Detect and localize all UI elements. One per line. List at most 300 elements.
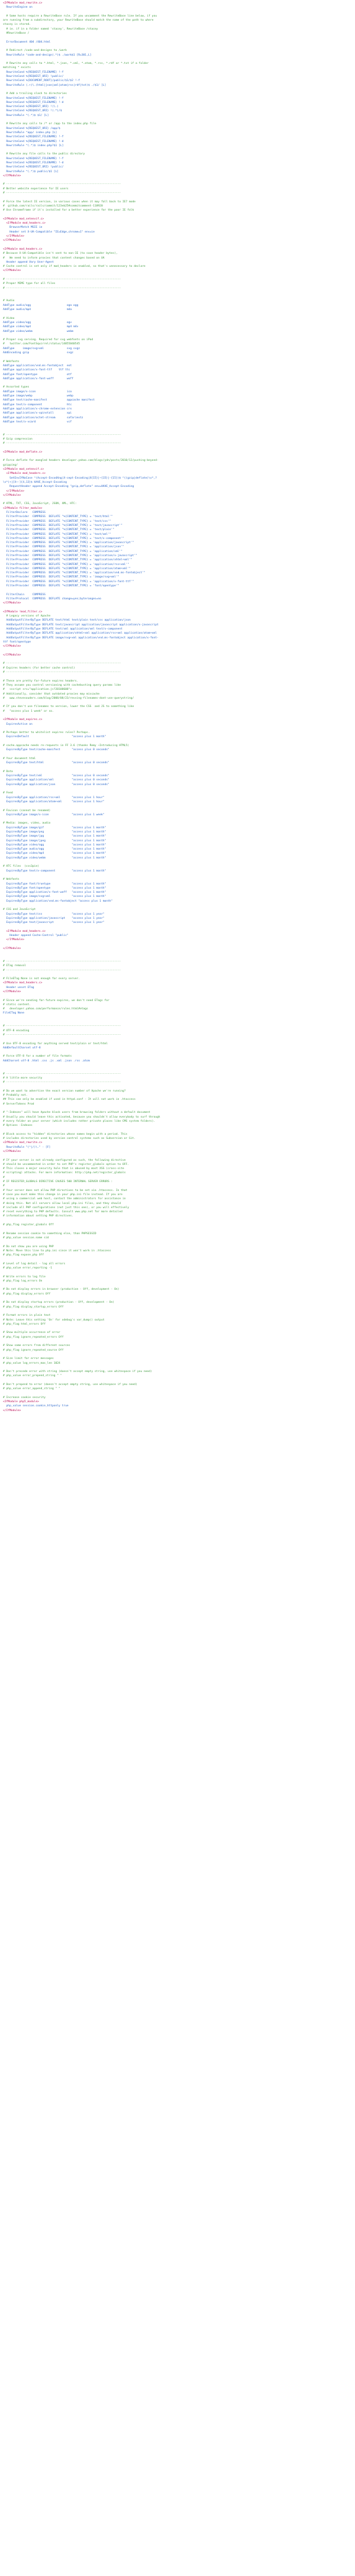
blank-line [0,955,355,960]
comment-line: # Force deflate for mangled headers developer.yahoo.com/blogs/ydn/posts/2010/12/pushing-beyond- [3,459,159,463]
comment-line: # every folder on your server (which includes rather private places like CMS system folders). [3,1119,156,1123]
comment-line: # ---------------------------------------------------------------------- [3,671,121,674]
directive-line: RewriteEngine on [3,6,33,9]
comment-line: # ServerTokens Prod [3,1102,34,1106]
comment-line: # ---------------------------------------------------------------------- [3,278,121,281]
directive-line: RewriteRule ^code-and-design(.*)$ ./work$1 [R=301,L] [3,53,92,57]
directive-line: AddDefaultCharset utf-8 [3,1046,41,1050]
blank-line [0,766,355,770]
comment-line: # case you must make this change in your php.ini file instead. If you are [3,1193,122,1196]
comment-line: # ---------------------------------------------------------------------- [3,1081,121,1084]
tag-line: </IfModule> [3,938,24,942]
comment-line: # Do we want to advertise the exact version number of Apache we're running? [3,1089,126,1093]
comment-line: # CSS and JavaScript [3,908,36,912]
blank-line [0,951,355,955]
comment-line: # Rewrite any file calls to the public directory [3,153,85,156]
directive-line: AddEncoding gzip svgz [3,351,73,355]
comment-line: # twitter.com/FontSquirrel/status/14855840545 [3,343,80,346]
tag-line: <IfModule mod_expires.c> [3,718,43,722]
comment-line: # include all PHP configurations (not just this one), or you will effectively [3,1206,129,1209]
directive-line: AddType text/cache-manifest appcache manifest [3,399,95,402]
comment-line: # Level of log detail - log all errors [3,1262,66,1266]
comment-line: # Note: Move this line to php.ini since it won't work in .htaccess [3,1249,111,1253]
directive-line: ExpiresByType application/javascript "access plus 1 year" [3,916,105,920]
directive-line: ExpiresByType application/x-font-woff "access plus 1 month" [3,891,106,895]
tag-line: <IfModule mod_headers.c> [3,929,46,933]
comment-line: # They assume you control versioning with cachebusting query params like [3,683,121,687]
blank-line [0,1326,355,1331]
blank-line [0,942,355,947]
comment-line: # php_flag log_errors On [3,1279,43,1283]
directive-line: AddType application/x-font-woff woff [3,377,73,380]
blank-line [0,674,355,679]
comment-line: # php_flag display_startup_errors Off [3,1305,64,1309]
comment-line: #RewriteBase / [3,32,30,35]
comment-line: # If you don't use filenames to version, lower the CSS and JS to something like [3,705,134,709]
comment-line: # Write errors to log file [3,1275,46,1279]
directive-line: Header set X-UA-Compatible "IE=Edge,chrome=1" env=ie [3,230,95,234]
directive-line: ExpiresByType text/css "access plus 1 year" [3,912,105,916]
blank-line [0,657,355,661]
directive-line: AddOutputFilterByType DEFLATE text/javascript application/javascript application/x-javascript [3,623,159,627]
directive-line: AddOutputFilterByType DEFLATE application/xhtml+xml application/rss+xml application/atom+xml [3,632,157,635]
directive-line: RequestHeader append Accept-Encoding "gzip,deflate" env=HAVE_Accept-Encoding [3,485,134,489]
directive-line: FilterProvider COMPRESS DEFLATE "%{CONTENT_TYPE} = 'text/css'" [3,519,111,523]
directive-line: RewriteCond %{REQUEST_FILENAME} !-f [3,96,64,100]
directive-line: FilterProvider COMPRESS DEFLATE "%{CONTENT_TYPE} = 'application/javascript'" [3,541,134,545]
comment-line: # Show multiple occurrence of error [3,1331,60,1335]
comment-line: # Force UTF-8 for a number of file formats [3,1055,72,1058]
directive-line: AddType audio/ogg oga ogg [3,304,79,307]
directive-line: RewriteCond %{REQUEST_FILENAME} !-f [3,135,64,139]
directive-line: Header unset ETag [3,986,34,989]
directive-line: RewriteRule "(^|/)\." - [F] [3,1145,51,1149]
directive-line: ExpiresByType font/opentype "access plus 1 month" [3,886,106,890]
directive-line: ExpiresByType application/rss+xml "access plus 1 hour" [3,796,105,799]
directive-line: ExpiresByType text/javascript "access plus 1 year" [3,921,105,925]
comment-line: # php_flag display_errors Off [3,1292,51,1296]
directive-line: RewriteRule ^(.*)$ public/$1 [L] [3,170,59,173]
blank-line [0,446,355,450]
comment-line: # ---------------------------------------------------------------------- [3,433,121,437]
directive-line: ttf font/opentype [3,640,31,644]
blank-line [0,498,355,502]
tag-line: </IfModule> [3,645,21,648]
directive-line: FilterProvider COMPRESS DEFLATE "%{CONTENT_TYPE} = 'image/svg+xml'" [3,576,120,579]
directive-line: ExpiresByType image/svg+xml "access plus 1 month" [3,895,106,899]
comment-line: # ---------------------------------------------------------------------- [3,1025,121,1028]
comment-line: # ---------------------------------------------------------------------- [3,442,121,446]
comment-line: # Note: Leave this setting 'On' for xdebug's var_dump() output [3,1318,105,1322]
blank-line [0,1309,355,1313]
blank-line [0,588,355,592]
tag-line: <IfModule mod_headers.c> [3,247,43,251]
comment-line: # Your server does not allow PHP directives to be set via .htaccess. In that [3,1189,128,1192]
directive-line: ExpiresByType text/cache-manifest "access plus 0 seconds" [3,748,109,752]
directive-line: FilterProvider COMPRESS DEFLATE "%{CONTENT_TYPE} = 'application/xhtml+xml'" [3,559,133,562]
blank-line [0,118,355,122]
blank-line [0,994,355,998]
blank-line [0,1016,355,1020]
comment-line: # Rewrite any calls to /* or /app to the index.php file [3,122,96,126]
comment-line: # Assorted types [3,386,30,389]
blank-line [0,1063,355,1067]
directive-line: FilterDeclare COMPRESS [3,511,46,515]
tag-line: </IfModule> [3,489,24,493]
comment-line: # reset everything to PHP defaults. Consult www.php.net for more detailed [3,1210,122,1214]
comment-line: # developer.yahoo.com/performance/rules.html#etags [3,1008,88,1011]
comment-line: # ---------------------------------------------------------------------- [3,960,121,963]
comment-line: # Favicon (cannot be renamed) [3,809,51,812]
blank-line [0,148,355,152]
directive-line: ExpiresDefault "access plus 1 month" [3,735,106,739]
comment-line: # ---------------------------------------------------------------------- [3,192,121,195]
comment-line: matching * exists [3,66,31,70]
directive-line: AddType application/x-xpinstall xpi [3,412,72,415]
directive-line: RewriteCond %{REQUEST_FILENAME} !-f [3,70,64,74]
directive-line: AddType audio/mp4 m4a [3,308,72,312]
tag-line: </IfModule> [3,602,21,605]
directive-line: FilterProvider COMPRESS DEFLATE "%{CONTENT_TYPE} = 'application/x-javascript'" [3,554,137,557]
blank-line [0,1352,355,1357]
directive-line: AddType video/ogg ogv [3,321,72,324]
comment-line: # This closes a major security hole that is abused by most XSS (cross-site [3,1167,124,1171]
comment-line: # HTC files (css3pie) [3,865,39,869]
comment-line: # Feed [3,792,13,795]
comment-line: # Do not display errors in browser (production - Off, development - On) [3,1288,120,1292]
comment-line: # Rename session cookie to something else, than PHPSESSID [3,1232,96,1235]
directive-line: FilterProtocol COMPRESS DEFLATE change=yes;byteranges=no [3,597,101,601]
comment-line: # Redirect /code-and-designs to /work [3,49,67,53]
comment-line: # Probably not. [3,1094,28,1097]
directive-line: FilterProvider COMPRESS DEFLATE "%{CONTENT_TYPE} = 'application/xml'" [3,550,122,553]
tag-line: <IfModule mod_rewrite.c> [3,1141,43,1145]
tag-line: </IfModule> [3,235,24,238]
comment-line: # php_value error_reporting -1 [3,1266,52,1270]
blank-line [0,1106,355,1111]
tag-line: </IfModule> [3,269,21,273]
directive-line: AddType application/x-font-ttf ttf ttc [3,369,70,372]
directive-line: FilterProvider COMPRESS DEFLATE "%{CONTENT_TYPE} = 'application/rss+xml'" [3,563,129,566]
directive-line: FileETag None [3,1012,24,1015]
directive-line: ExpiresActive on [3,722,33,726]
comment-line: # php_value error_append_string " " [3,1387,60,1391]
blank-line [0,57,355,62]
directive-line: FilterProvider COMPRESS DEFLATE "%{CONTENT_TYPE} = 'text/plain'" [3,528,115,532]
comment-line: # IF REGISTER_GLOBALS DIRECTIVE CAUSES 500 INTERNAL SERVER ERRORS : [3,1180,113,1184]
blank-line [0,1085,355,1089]
comment-line: # ie. if in a folder named 'stacey', RewriteBase /stacey [3,27,98,31]
directive-line: FilterProvider COMPRESS DEFLATE "%{CONTENT_TYPE} = 'font/opentype'" [3,585,120,588]
directive-line: FilterProvider COMPRESS DEFLATE "%{CONTENT_TYPE} = 'text/javascript'" [3,524,122,527]
comment-line: # ---------------------------------------------------------------------- [3,662,121,666]
comment-line: # Do not show you are using PHP [3,1245,54,1248]
comment-line: # ETag removal [3,964,26,968]
comment-line: # If your server is not already configured as such, the following directive [3,1158,126,1162]
comment-line: # UTF-8 encoding [3,1029,30,1032]
directive-line: ExpiresByType application/json "access plus 0 seconds" [3,783,109,786]
directive-line: SetEnvIfNoCase ^(Accept-EncodXng|X-cept-Encoding|X{15}|~{15}|-{15})$ ^((gzip|deflate)\s*,? [3,476,157,480]
comment-line: # ---------------------------------------------------------------------- [3,969,121,972]
directive-line: ExpiresByType image/gif "access plus 1 month" [3,826,106,829]
tag-line: <IfModule !mod_filter.c> [3,610,43,614]
comment-line: # [3,1184,5,1188]
blank-line [0,649,355,653]
comment-line: # php_value log_errors_max_len 1024 [3,1361,60,1365]
directive-line: AddType application/vnd.ms-fontobject eot [3,364,72,367]
directive-line: AddType text/x-vcard vcf [3,420,72,424]
tag-line: <IfModule mod_headers.c> [3,472,46,476]
blank-line [0,606,355,610]
blank-line [0,714,355,718]
directive-line: AddType application/octet-stream safariextz [3,416,83,419]
comment-line: # These are pretty far-future expires headers. [3,679,79,683]
blank-line [0,1257,355,1261]
tag-line: <IfModule mod_setenvif.c> [3,217,44,221]
directive-line: php_value session.cookie_httponly true [3,1405,69,1408]
blank-line [0,44,355,49]
directive-line: RewriteCond %{REQUEST_URI} !(.*)/$ [3,109,62,113]
blank-line [0,1219,355,1223]
tag-line: <IfModule mod_setenvif.c> [3,468,44,472]
tag-line: </IfModule> [3,1150,21,1153]
comment-line: # A little more security [3,1076,43,1080]
blank-line [0,701,355,705]
tag-line: </IfModule> [3,493,21,497]
blank-line [0,355,355,359]
comment-line: # Options -Indexes [3,1124,33,1128]
directive-line: ExpiresByType video/webm "access plus 1 month" [3,856,106,860]
blank-line [0,903,355,908]
directive-line: RewriteCond %{REQUEST_FILENAME} !-d [3,101,64,104]
comment-line: # Better website experience for IE users [3,187,69,191]
blank-line [0,1020,355,1024]
comment-line: # Don't prepend to error (doesn't accept empty string, use whitespace if you need) [3,1383,137,1386]
directive-line: ExpiresByType image/jpg "access plus 1 month" [3,835,106,838]
blank-line [0,454,355,459]
directive-line: AddType image/webp webp [3,395,73,398]
blank-line [0,195,355,199]
directive-line: AddType video/mp4 mp4 m4v [3,325,79,329]
comment-line: # www.stevesouders.com/blog/2008/08/23/revving-filenames-dont-use-querystring/ [3,696,134,700]
comment-line: # Additionally, consider that outdated proxies may miscache [3,692,100,696]
directive-line: FilterProvider COMPRESS DEFLATE "%{CONTENT_TYPE} = 'application/atom+xml'" [3,567,131,570]
comment-line: # Proper MIME type for all files [3,282,56,286]
comment-line: # using a commercial web host, contact the administrators for assistance in [3,1197,126,1201]
comment-line: # Block access to "hidden" directories whose names begin with a period. This [3,1132,128,1136]
blank-line [0,1154,355,1158]
comment-line: # php_flag register_globals Off [3,1224,54,1227]
directive-line: Header append Cache-Control "public" [3,934,69,938]
directive-line: AddType font/opentype otf [3,373,72,376]
blank-line [0,1128,355,1132]
directive-line: ExpiresByType text/xml "access plus 0 seconds" [3,774,109,778]
comment-line: # Data [3,770,13,773]
directive-line: RewriteCond %{REQUEST_URI} !public/ [3,75,64,79]
directive-line: AddOutputFilterByType DEFLATE text/xml application/xml text/x-component [3,628,122,631]
blank-line [0,925,355,929]
directive-line: RewriteRule (.+)\.(html|json|xml|atom|rss|rdf|txt)$ ./$1/ [L] [3,83,106,87]
comment-line: # Increase cookie security [3,1396,46,1399]
directive-line: AddType application/x-chrome-extension crx [3,407,72,411]
blank-line [0,35,355,40]
directive-line: FilterProvider COMPRESS DEFLATE "%{CONTENT_TYPE} = 'application/x-font-ttf'" [3,580,134,583]
tag-line: <IfModule mod_rewrite.c> [3,2,43,5]
blank-line [0,213,355,217]
blank-line [0,334,355,338]
directive-line: ExpiresByType application/atom+xml "access plus 1 hour" [3,800,105,803]
tag-line: </IfModule> [3,1409,21,1412]
blank-line [0,753,355,757]
blank-line [0,178,355,182]
comment-line: # Media: images, video, audio [3,822,51,825]
comment-line: # Webfonts [3,360,20,363]
comment-line: # php_flag expose_php Off [3,1254,44,1257]
directive-line: FilterChain COMPRESS [3,593,46,596]
directive-line: RewriteRule ^(.*)$ index.php?$1 [L] [3,144,64,147]
blank-line [0,312,355,316]
directive-line: RewriteCond %{REQUEST_URI} !(\.) [3,105,59,109]
blank-line [0,1379,355,1383]
blank-line [0,290,355,295]
directive-line: ExpiresByType image/x-icon "access plus 1 week" [3,813,105,816]
comment-line: # Add a trailing slash to directories [3,92,67,96]
directive-line: RewriteCond %{REQUEST_FILENAME} !-d [3,140,64,143]
blank-line [0,873,355,877]
blank-line [0,381,355,385]
directive-line: ExpiresByType text/html "access plus 0 seconds" [3,761,109,765]
comment-line: # HTML, TXT, CSS, JavaScript, JSON, XML, HTC: [3,502,77,506]
blank-line [0,428,355,432]
comment-line: # "-Indexes" will have Apache block users from browsing folders without a default document [3,1111,150,1115]
comment-line: # Some hosts require a RewriteBase rule. If you uncomment the RewriteBase line below, if you [3,14,157,18]
comment-line: # Proper svg serving. Required for svg webfonts on iPad [3,338,93,342]
blank-line [0,817,355,821]
comment-line: # "access plus 1 week" or so. [3,709,54,713]
directive-line: RewriteRule ^app/ index.php [L] [3,131,57,134]
comment-line: # Cache control is set only if mod_headers is enabled, so that's unnecessary to declare [3,265,146,269]
comment-line: # Don't precede error with string (doesn't accept empty string, use whitespace if you need) [3,1370,152,1374]
blank-line [0,973,355,977]
directive-line: ExpiresByType font/truetype "access plus 1 month" [3,882,106,886]
blank-line [0,860,355,864]
comment-line: # ---------------------------------------------------------------------- [3,1072,121,1076]
directive-line: FilterProvider COMPRESS DEFLATE "%{CONTENT_TYPE} = 'text/x-component'" [3,537,124,540]
directive-line: AddOutputFilterByType DEFLATE image/svg+xml application/vnd.ms-fontobject application/x-font- [3,636,159,640]
comment-line: # php_flag ignore_repeated_source Off [3,1348,64,1352]
comment-line: # github.com/rails/rails/commit/123eb25#commitcomment-118920 [3,204,103,208]
directive-line: Header append Vary User-Agent [3,260,54,264]
tag-line: </IfModule> [3,990,21,993]
comment-line: # php_flag ignore_repeated_errors Off [3,1335,64,1339]
directive-line: RewriteRule ^(.*)$ $1/ [L] [3,114,49,117]
comment-line: # information about setting PHP directives. [3,1215,73,1218]
directive-line: AddType text/x-component htc [3,403,72,406]
blank-line [0,243,355,247]
comment-line: # should be uncommented in order to set PHP's register_globals option to OFF. [3,1163,129,1166]
blank-line [0,1283,355,1287]
comment-line: # Perhaps better to whitelist expires rules? Perhaps. [3,731,90,735]
blank-line [0,727,355,731]
tag-line: <IfModule php5_module> [3,1400,39,1404]
blank-line [0,1270,355,1274]
directive-line: ExpiresByType image/png "access plus 1 month" [3,831,106,834]
comment-line: # Legacy versions of Apache [3,615,51,618]
directive-line: ExpiresByType image/jpeg "access plus 1 month" [3,839,106,842]
directive-line: ExpiresByType video/mp4 "access plus 1 month" [3,852,106,856]
comment-line: # Audio [3,299,15,303]
directive-line: BrowserMatch MSIE ie [3,226,43,230]
directive-line: FilterProvider COMPRESS DEFLATE "%{CONTENT_TYPE} = 'text/xml'" [3,532,111,536]
comment-line: # Since we're sending far-future expires, we don't need ETags for [3,999,109,1002]
blank-line [0,88,355,92]
blank-line [0,1227,355,1231]
comment-line: are running from a subdirectory, your RewriteBase should match the name of the path to where [3,19,154,22]
comment-line: # php_value session.name sid [3,1236,49,1239]
tag-line: </IfModule> [3,239,21,243]
comment-line: # ---------------------------------------------------------------------- [3,183,121,186]
comment-line: # Expires headers (for better cache control) [3,666,75,670]
comment-line: # Format errors in plain text [3,1314,51,1318]
comment-line: # static content. [3,1003,31,1006]
comment-line: # ---------------------------------------------------------------------- [3,286,121,290]
blank-line [0,787,355,791]
blank-line [0,10,355,14]
tag-line: </IfModule> [3,947,21,951]
tag-line: <IfModule mod_headers.c> [3,982,43,985]
comment-line: # Video [3,317,15,320]
directive-line: AddCharset utf-8 .html .css .js .xml .json .rss .atom [3,1059,90,1063]
comment-line: # Usually you should leave this activated, because you shouldn't allow everybody to surf through [3,1115,160,1119]
comment-line: # FileETag None is not enough for every server. [3,977,80,981]
comment-line: # Use UTF-8 encoding for anything served text/plain or text/html [3,1042,108,1045]
comment-line: # We need to inform proxies that content changes based on UA [3,256,105,260]
comment-line: # Do not display startup errors (production - Off, development - On) [3,1301,115,1305]
comment-line: # Size limit for error messages [3,1357,54,1361]
comment-line: # php_flag html_errors Off [3,1322,46,1326]
comment-line: # Force the latest IE version, in various cases when it may fall back to IE7 mode [3,200,136,204]
comment-line: # Use ChromeFrame if it's installed for a better experience for the poor IE folk [3,209,134,212]
directive-line: AddOutputFilterByType DEFLATE text/html text/plain text/css application/json [3,619,131,622]
comment-line: # scripting) attacks. For more information: http://php.net/register_globals [3,1171,126,1175]
directive-line: AddType video/webm webm [3,330,73,333]
comment-line: # ---------------------------------------------------------------------- [3,1033,121,1037]
blank-line [0,1050,355,1054]
comment-line: # [3,1176,5,1179]
tag-line: <IfModule mod_deflate.c> [3,450,43,454]
directive-line: ExpiresByType text/x-component "access plus 1 month" [3,869,106,873]
comment-line: # Gzip compression [3,437,33,441]
directive-line: ErrorDocument 404 /404.html [3,40,51,44]
comment-line: # includes directories used by version control systems such as Subversion or Git. [3,1137,136,1141]
comment-line: # doing this. Not all servers allow local php.ini files, and they should [3,1202,121,1205]
directive-line: RewriteCond %{REQUEST_FILENAME} !-d [3,161,64,164]
comment-line: # Because X-UA-Compatible isn't sent to non-IE (to save header bytes), [3,252,118,256]
directive-line: AddType image/x-icon ico [3,390,72,393]
comment-line: # Rewrite any calls to *.html, *.json, *.xml, *.atom, *.rss, *.rdf or *.txt if a folder [3,62,149,66]
comment-line: ## This can only be enabled if used in httpd.conf - It will not work in .htaccess [3,1098,136,1102]
blank-line [0,1240,355,1244]
comment-line: stacey is stored. [3,23,31,27]
blank-line [0,804,355,808]
tag-line: <IfModule mod_headers.c> [3,222,46,225]
directive-line: AddType image/svg+xml svg svgz [3,347,80,350]
comment-line: # <script src="application.js?20100608"> [3,688,72,692]
blank-line [0,295,355,299]
directive-line: RewriteCond %{REQUEST_FILENAME} !-f [3,157,64,160]
comment-line: # Your document html [3,757,36,760]
directive-line: FilterProvider COMPRESS DEFLATE "%{CONTENT_TYPE} = 'application/json'" [3,545,124,549]
